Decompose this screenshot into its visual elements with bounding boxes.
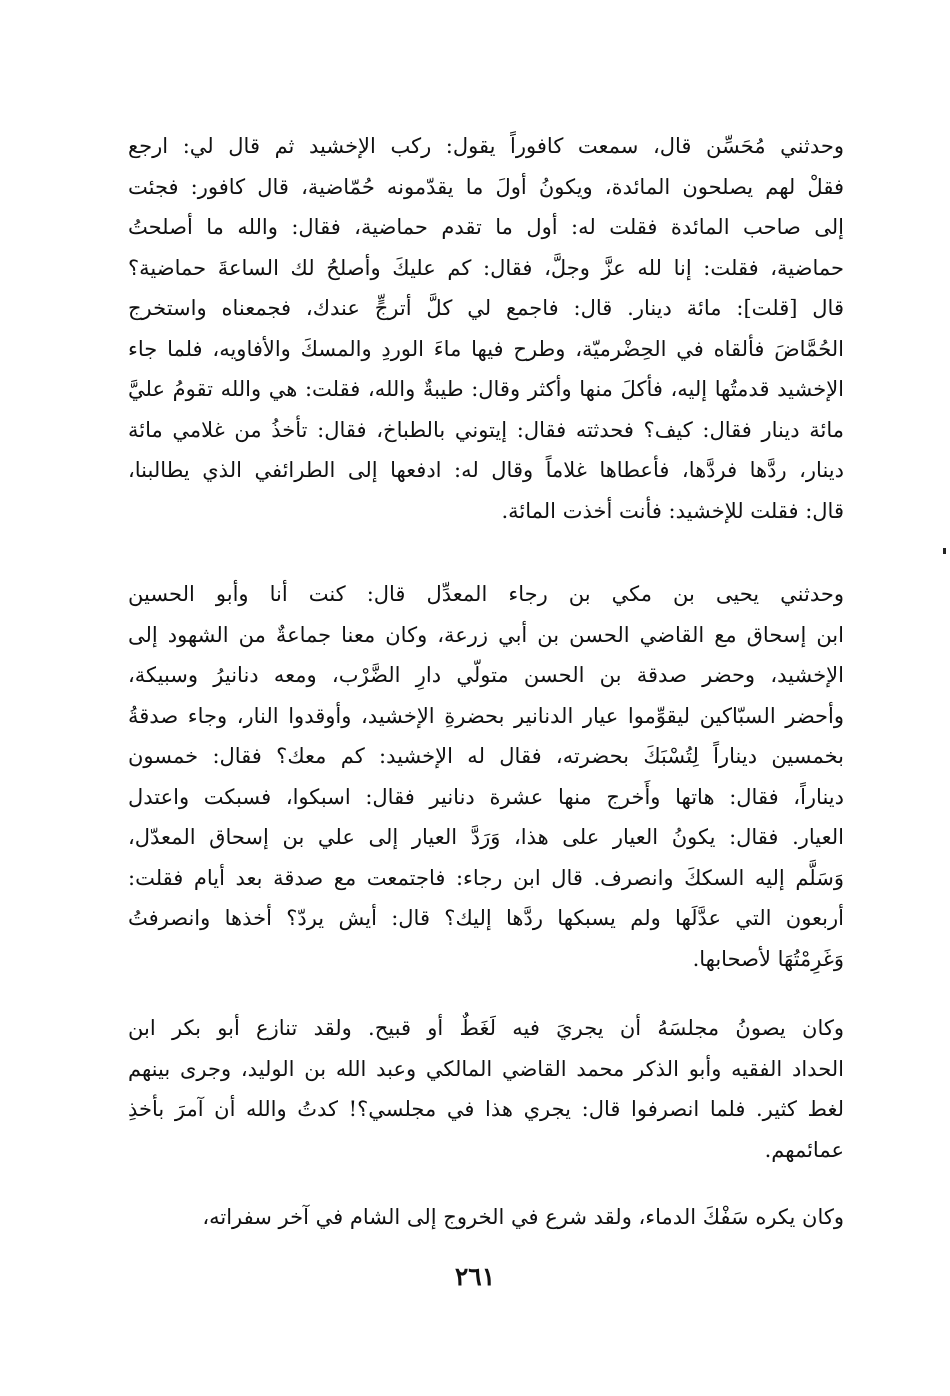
- paragraph-2: [128, 574, 844, 979]
- text-line: الإخشيد، وحضر صدقة بن الحسن متولّي دارِ الضَّرْب، ومعه دنانيرُ وسبيكة،: [128, 663, 844, 687]
- text-line: وكان يصونُ مجلسَهُ أن يجريَ فيه لَغَطٌ أو قبيح. ولقد تنازع أبو بكر ابن: [128, 1016, 844, 1040]
- paragraph-4: [128, 1197, 844, 1238]
- page-number: ٢٦١: [454, 1262, 496, 1291]
- text-line: حماضية، فقلت: إنا لله عزَّ وجلَّ، فقال: كم عليكَ وأصلحُ لك الساعةَ حماضية؟: [128, 255, 844, 280]
- text-line: العيار. فقال: يكونُ العيار على هذا، وَرَدَّ العيار إلى علي بن إسحاق المعدّل،: [128, 825, 844, 849]
- text-line: مائة دينار فقال: كيف؟ فحدثته فقال: إيتوني بالطباخ، فقال: تأخذُ من غلامي مائة: [128, 417, 844, 442]
- text-line: وَسَلَّم إليه السككَ وانصرف. قال ابن رجاء: فاجتمعت مع صدقة بعد أيام فقلت:: [128, 865, 844, 890]
- paragraph-1: [128, 126, 844, 531]
- text-line: فقلْ لهم يصلحون المائدة، ويكونُ أولَ ما يقدّمونه حُمّاضية، قال كافور: فجئت: [128, 174, 844, 199]
- margin-mark: [943, 548, 946, 554]
- text-line: الحداد الفقيه وأبو الذكر محمد القاضي المالكي وعبد الله بن الوليد، وجرى بينهم: [128, 1056, 844, 1081]
- text-line: أربعون التي عدَّلَها ولم يسبكها ردَّها إليك؟ قال: أيش يردّ؟ أخذها وانصرفتُ: [128, 906, 844, 930]
- text-line: وحدثني يحيى بن مكي بن رجاء المعدِّل قال: كنت أنا وأبو الحسين: [128, 582, 844, 606]
- text-line: إلى صاحب المائدة فقلت له: أول ما تقدم حماضية، فقال: والله ما أصلحتُ: [128, 215, 844, 239]
- text-line: بخمسين ديناراً لِتُسْبَكَ بحضرته، فقال له الإخشيد: كم معك؟ فقال: خمسون: [128, 744, 844, 768]
- text-line: دينار، ردَّها فردَّها، فأعطاها غلاماً وقال له: ادفعها إلى الطرائفي الذي يطالبنا،: [128, 458, 844, 482]
- text-line: وَغَرِمْتُهَا لأصحابها.: [692, 946, 844, 971]
- text-line: عمائمهم.: [764, 1137, 844, 1162]
- text-line: وكان يكره سَفْكَ الدماء، ولقد شرع في الخروج إلى الشام في آخر سفراته،: [202, 1205, 844, 1229]
- text-line: قال [قلت]: مائة دينار. قال: فاجمع لي كلَّ أترجٍّ عندك، فجمعناه واستخرج: [128, 296, 844, 320]
- text-line: قال: فقلت للإخشيد: فأنت أخذت المائة.: [501, 498, 844, 523]
- text-line: وأحضر السبّاكين ليقوِّموا عيار الدنانير بحضرةِ الإخشيد، وأوقدوا النار، وجاء صدقةُ: [128, 703, 844, 728]
- text-line: لغط كثير. فلما انصرفوا قال: يجري هذا في مجلسي؟! كدتُ والله أن آمرَ بأخذِ: [128, 1097, 844, 1121]
- text-line: وحدثني مُحَسِّن قال، سمعت كافوراً يقول: ركب الإخشيد ثم قال لي: ارجع: [128, 134, 844, 158]
- text-line: الإخشيد قدمتُها إليه، فأكلَ منها وأكثر وقال: طيبةٌ والله، فقلت: هي والله تقومُ عليَّ: [128, 377, 844, 401]
- text-line: الحُمَّاضَ فألقاه في الحِضْرميّة، وطرح فيها ماءَ الوردِ والمسكَ والأفاويه، فلما جاء: [128, 336, 844, 361]
- paragraph-3: [128, 1008, 844, 1170]
- text-line: ابن إسحاق مع القاضي الحسن بن أبي زرعة، وكان معنا جماعةٌ من الشهود إلى: [128, 622, 844, 647]
- text-line: ديناراً، فقال: هاتها وأَخرج منها عشرة دنانير فقال: اسبكوا، فسبكت واعتدل: [128, 784, 844, 809]
